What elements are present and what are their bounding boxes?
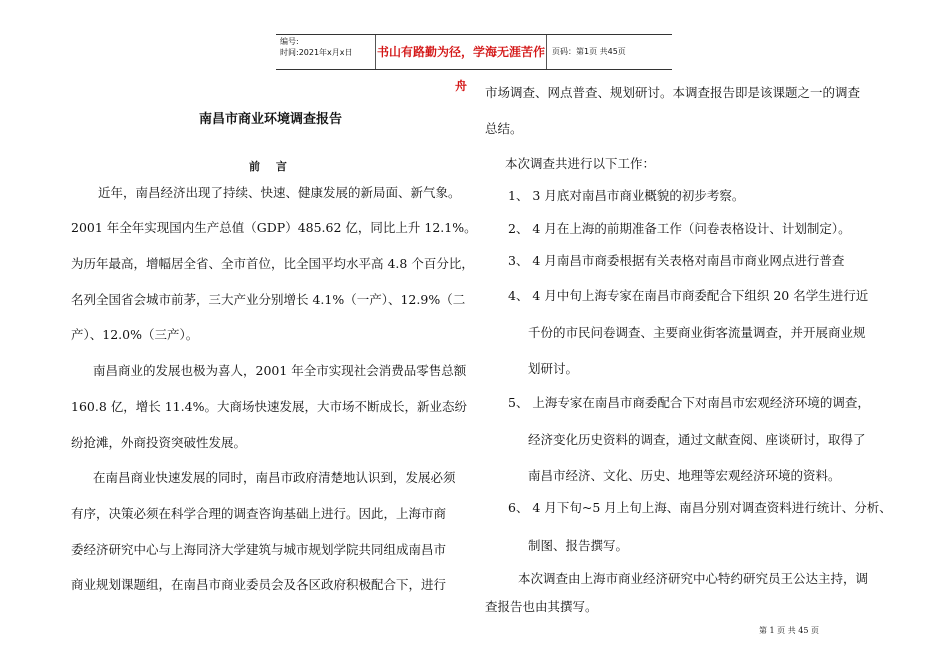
- left-line: 产）、12.0%（三产）。: [71, 327, 199, 342]
- right-line: 总结。: [485, 121, 523, 136]
- right-line: 市场调查、网点普查、规划研讨。本调查报告即是该课题之一的调查: [485, 85, 861, 100]
- left-line: 在南昌商业快速发展的同时，南昌市政府清楚地认识到，发展必须: [93, 470, 456, 485]
- left-line: 近年，南昌经济出现了持续、快速、健康发展的新局面、新气象。: [98, 185, 461, 200]
- header-slogan: 书山有路勤为径，学海无涯苦作舟: [376, 35, 547, 69]
- right-line: 划研讨。: [528, 361, 579, 376]
- left-line: 名列全国省会城市前茅，三大产业分别增长 4.1%（一产）、12.9%（二: [71, 292, 466, 307]
- right-line: 本次调查由上海市商业经济研究中心特约研究员王公达主持，调: [518, 571, 869, 586]
- right-line: 4、 4 月中旬上海专家在南昌市商委配合下组织 20 名学生进行近: [508, 288, 869, 303]
- right-line: 查报告也由其撰写。: [485, 599, 598, 614]
- right-line: 制图、报告撰写。: [528, 538, 629, 553]
- right-line: 1、 3 月底对南昌市商业概貌的初步考察。: [508, 188, 745, 203]
- left-line: 纷抢滩，外商投资突破性发展。: [71, 435, 247, 450]
- left-line: 160.8 亿，增长 11.4%。大商场快速发展，大市场不断成长，新业态纷: [71, 399, 467, 414]
- right-line: 2、 4 月在上海的前期准备工作（问卷表格设计、计划制定）。: [508, 221, 851, 236]
- page-header: [276, 34, 672, 93]
- document-title: 南昌市商业环境调查报告: [199, 112, 343, 127]
- section-heading: 前 言: [249, 160, 293, 173]
- left-line: 有序，决策必须在科学合理的调查咨询基础上进行。因此，上海市商: [71, 506, 447, 521]
- right-line: 本次调查共进行以下工作：: [505, 156, 656, 171]
- header-meta: [276, 35, 376, 69]
- right-line: 南昌市经济、文化、历史、地理等宏观经济环境的资料。: [528, 468, 841, 483]
- left-line: 商业规划课题组，在南昌市商业委员会及各区政府积极配合下，进行: [71, 577, 447, 592]
- left-line: 为历年最高，增幅居全省、全市首位，比全国平均水平高 4.8 个百分比，: [71, 256, 474, 271]
- right-line: 5、 上海专家在南昌市商委配合下对南昌市宏观经济环境的调查，: [508, 395, 870, 410]
- time-label: 时间:2021年x月x日: [280, 48, 353, 57]
- right-line: 6、 4 月下旬~5 月上旬上海、南昌分别对调查资料进行统计、分析、: [508, 500, 892, 515]
- right-line: 经济变化历史资料的调查，通过文献查阅、座谈研讨，取得了: [528, 432, 866, 447]
- right-line: 千份的市民问卷调查、主要商业街客流量调查，并开展商业规: [528, 325, 866, 340]
- page-footer: 第 1 页 共 45 页: [759, 626, 819, 635]
- left-line: 南昌商业的发展也极为喜人，2001 年全市实现社会消费品零售总额: [93, 363, 467, 378]
- header-page-label: 页码：第1页 共45页: [552, 47, 626, 56]
- number-label: 编号:: [280, 37, 299, 46]
- left-line: 2001 年全年实现国内生产总值（GDP）485.62 亿，同比上升 12.1%。: [71, 220, 477, 235]
- left-line: 委经济研究中心与上海同济大学建筑与城市规划学院共同组成南昌市: [71, 542, 447, 557]
- right-line: 3、 4 月南昌市商委根据有关表格对南昌市商业网点进行普查: [508, 253, 845, 268]
